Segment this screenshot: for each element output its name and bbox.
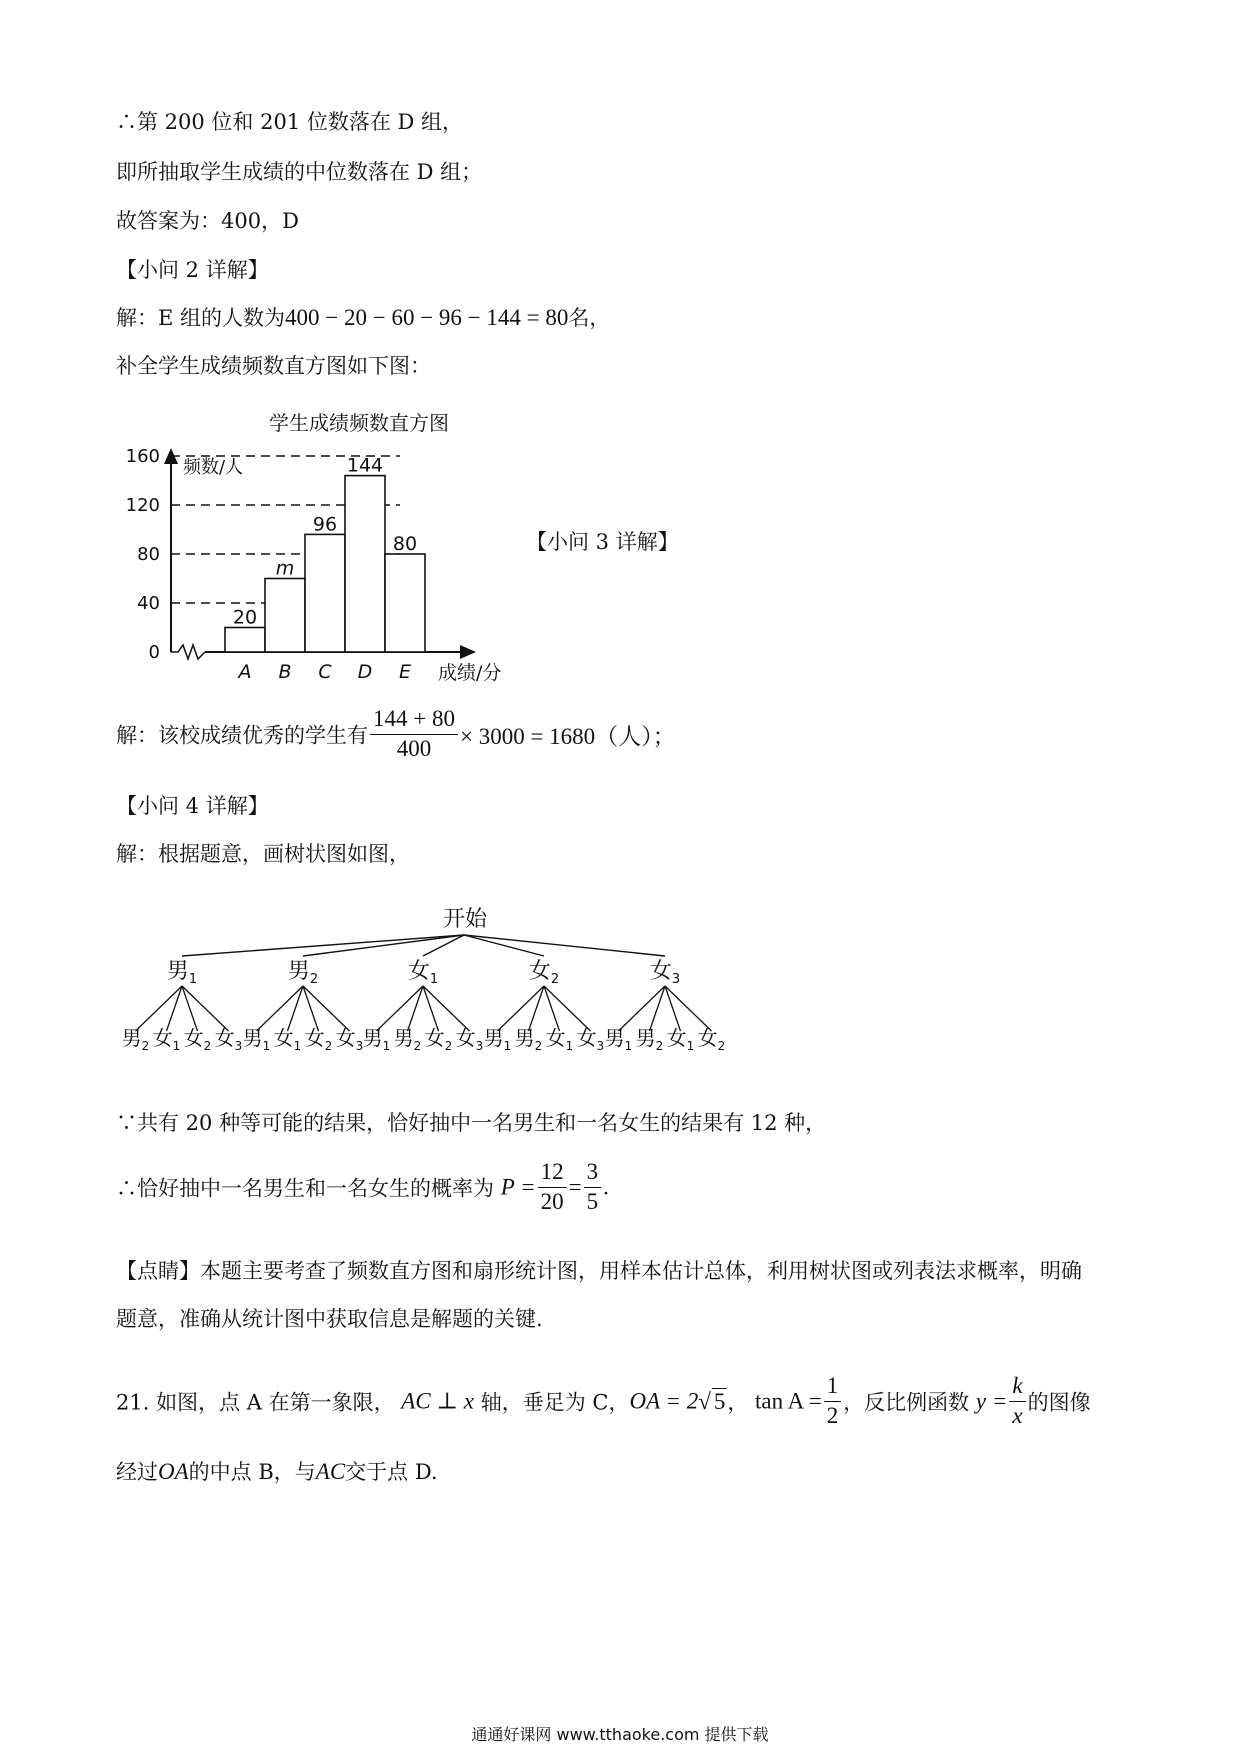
histogram-bar	[265, 579, 305, 653]
tree-leaf-node: 男$_2$	[514, 1026, 543, 1053]
p21-y: y =	[975, 1388, 1008, 1414]
p21-oa-2: OA	[158, 1459, 189, 1484]
category-label: A	[238, 661, 252, 683]
excellent-fraction	[370, 705, 458, 764]
tree-level1-node: 女$_2$	[528, 959, 560, 987]
bar-value-label: 144	[346, 454, 384, 477]
tree-leaf-node: 女$_2$	[697, 1026, 726, 1053]
tree-leaf-node: 女$_1$	[152, 1026, 181, 1053]
histogram-bar	[225, 628, 265, 653]
line-answer: 故答案为：400，D	[116, 209, 299, 233]
bar-value-label: m	[275, 557, 295, 580]
y-axis-label: 频数/人	[183, 457, 244, 478]
tree-leaf-node: 女$_1$	[273, 1026, 302, 1053]
histogram-bar	[385, 554, 425, 652]
tree-leaf-node: 女$_3$	[455, 1026, 484, 1053]
probability-prefix: ∴恰好抽中一名男生和一名女生的概率为	[116, 1176, 494, 1201]
tree-leaf-node: 男$_2$	[393, 1026, 422, 1053]
p21-midpoint: 的中点 B，与	[188, 1460, 316, 1484]
p21-k-denominator: x	[1012, 1402, 1023, 1428]
x-axis-label: 成绩/分	[438, 662, 502, 684]
p21-graph: 的图像	[1027, 1390, 1091, 1415]
tree-branch	[544, 986, 591, 1031]
category-label: B	[278, 661, 292, 683]
tree-leaf-node: 男$_2$	[121, 1026, 150, 1053]
p21-tan-denominator: 2	[826, 1402, 839, 1428]
line-e-count	[116, 302, 610, 332]
tree-leaf-node: 男$_1$	[242, 1026, 271, 1053]
tree-leaf-node: 女$_2$	[424, 1026, 453, 1053]
p21-oa: OA = 2	[629, 1388, 699, 1414]
problem-21-line-1: 21. 如图，点 A 在第一象限， AC ⊥ x 轴，垂足为 C，OA = 2√ 5， tan A = $\frac{1}{2}$ ，反比例函数 y = $\frac{k}{x}$ 的图像	[116, 1372, 1091, 1431]
line-tree-intro: 解：根据题意，画树状图如图，	[116, 842, 410, 866]
e-count-suffix: 名，	[568, 306, 611, 330]
tree-branch	[464, 935, 544, 956]
chart-title: 学生成绩频数直方图	[269, 411, 449, 435]
p21-intro: 21. 如图，点 A 在第一象限，	[116, 1390, 395, 1415]
dianjing-line-1: 【点睛】本题主要考查了频数直方图和扇形统计图，用样本估计总体，利用树状图或列表法求概率，明确	[116, 1259, 1082, 1283]
p21-k-fraction	[1009, 1372, 1025, 1431]
tree-branch	[136, 986, 183, 1031]
y-tick-label: 160	[125, 446, 160, 467]
tree-leaf-node: 男$_1$	[362, 1026, 391, 1053]
tree-branch	[423, 986, 470, 1031]
axis-break-icon	[171, 645, 205, 659]
excellent-fraction-numerator: 144 + 80	[370, 705, 458, 735]
probability-numerator-1: 12	[538, 1158, 567, 1188]
tree-leaf-node: 女$_2$	[304, 1026, 333, 1053]
x-axis-arrow-icon	[460, 645, 476, 659]
tree-leaf-node: 女$_1$	[666, 1026, 695, 1053]
tree-leaf-node: 男$_1$	[604, 1026, 633, 1053]
p21-comma: ，	[727, 1390, 749, 1415]
y-tick-label: 40	[137, 593, 160, 614]
tree-root: 开始	[443, 907, 488, 932]
y-tick-label: 120	[125, 495, 160, 516]
p21-k-numerator: k	[1009, 1372, 1025, 1402]
probability-denominator-2: 5	[586, 1188, 599, 1214]
tree-branch	[303, 986, 350, 1031]
excellent-suffix: × 3000 = 1680（人）；	[459, 723, 676, 749]
p21-tan: tan A =	[755, 1388, 822, 1414]
p21-intersect: 交于点 D.	[345, 1460, 438, 1484]
heading-q4: 【小问 4 详解】	[116, 794, 269, 818]
p21-pass: 经过	[116, 1460, 158, 1484]
y-tick-label: 80	[137, 544, 160, 565]
line-median-group: 即所抽取学生成绩的中位数落在 D 组；	[116, 160, 483, 184]
tree-branch	[377, 986, 424, 1031]
p21-tan-fraction	[824, 1372, 842, 1431]
tree-branch	[182, 986, 229, 1031]
tree-branch	[257, 986, 304, 1031]
p21-perp: AC ⊥ x	[401, 1388, 475, 1414]
tree-leaf-node: 女$_2$	[183, 1026, 212, 1053]
p21-foot: 轴，垂足为 C，	[480, 1390, 630, 1415]
frequency-histogram	[125, 400, 530, 700]
tree-leaf-node: 男$_2$	[635, 1026, 664, 1053]
bar-value-label: 96	[312, 513, 338, 536]
tree-level1-node: 女$_1$	[407, 959, 439, 987]
y-tick-label: 0	[148, 642, 160, 663]
e-count-expression: 400 − 20 − 60 − 96 − 144 = 80	[285, 305, 569, 330]
histogram-bar	[305, 534, 345, 652]
excellent-fraction-denominator: 400	[396, 735, 432, 761]
tree-leaf-node: 男$_1$	[483, 1026, 512, 1053]
category-label: C	[318, 661, 332, 683]
line-outcomes: ∵共有 20 种等可能的结果，恰好抽中一名男生和一名女生的结果有 12 种，	[116, 1111, 827, 1135]
tree-branch	[665, 986, 712, 1031]
probability-p: P =	[500, 1174, 536, 1200]
bar-value-label: 80	[392, 533, 418, 555]
p21-func-intro: ，反比例函数	[843, 1390, 970, 1415]
p21-sqrt-radicand: 5	[713, 1388, 726, 1414]
tree-branch	[464, 935, 665, 956]
line-complete-histogram: 补全学生成绩频数直方图如下图：	[116, 354, 431, 378]
heading-q3: 【小问 3 详解】	[526, 530, 679, 554]
tree-level1-node: 男$_2$	[287, 959, 319, 987]
tree-leaf-node: 女$_3$	[214, 1026, 243, 1053]
category-label: E	[398, 661, 412, 683]
page-footer: 通通好课网 www.tthaoke.com 提供下载	[471, 1725, 769, 1744]
tree-level1-node: 女$_3$	[649, 959, 681, 987]
category-label: D	[357, 661, 373, 683]
probability-numerator-2: 3	[584, 1158, 602, 1188]
p21-tan-numerator: 1	[824, 1372, 842, 1402]
tree-leaf-node: 女$_1$	[545, 1026, 574, 1053]
line-probability	[116, 1158, 609, 1217]
dianjing-line-2: 题意，准确从统计图中获取信息是解题的关键.	[116, 1307, 543, 1331]
tree-branch	[498, 986, 545, 1031]
excellent-prefix: 解：该校成绩优秀的学生有	[116, 723, 368, 748]
tree-diagram	[120, 895, 840, 1075]
probability-fraction-1	[538, 1158, 567, 1217]
tree-branch	[619, 986, 666, 1031]
p21-ac: AC	[315, 1459, 346, 1484]
bar-value-label: 20	[232, 606, 258, 629]
e-count-prefix: 解：E 组的人数为	[116, 306, 286, 330]
histogram-bar	[345, 476, 385, 652]
problem-21-line-2	[116, 1456, 438, 1486]
heading-q2: 【小问 2 详解】	[116, 258, 269, 282]
tree-leaf-node: 女$_3$	[335, 1026, 364, 1053]
probability-end: .	[603, 1174, 609, 1200]
probability-equals: =	[568, 1174, 582, 1200]
tree-level1-node: 男$_1$	[166, 959, 198, 987]
tree-leaf-node: 女$_3$	[576, 1026, 605, 1053]
probability-fraction-2	[584, 1158, 602, 1217]
line-median-position: ∴第 200 位和 201 位数落在 D 组，	[116, 110, 464, 134]
probability-denominator-1: 20	[540, 1188, 564, 1214]
line-excellent-students	[116, 705, 676, 764]
